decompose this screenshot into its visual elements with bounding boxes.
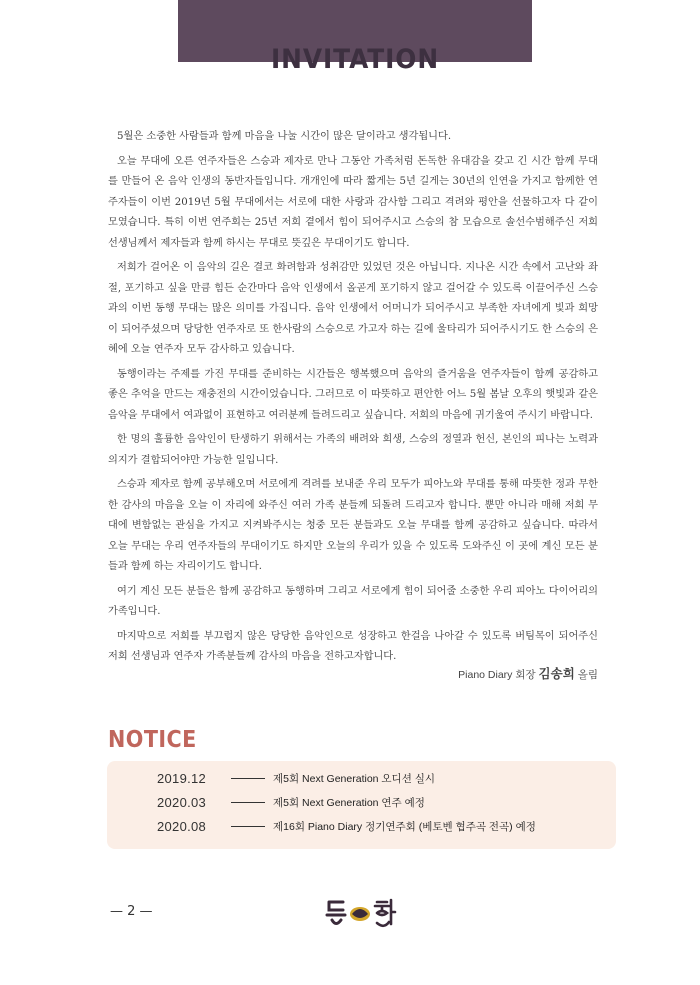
paragraph: 오늘 무대에 오른 연주자들은 스승과 제자로 만나 그동안 가족처럼 돈독한 유대감을 갖고 긴 시간 함께 무대를 만들어 온 음악 인생의 동반자들입니다. 개개인에 따라 짧게는 5년 길게는 30년의 인연을 가지고 함께한 연주자들이 이번 2019년 5월 무대에서는 서로에 대한 사랑과 감사함 그리고 격려와 평안을 선물하고자 다 같이 모였습니다. 특히 이번 연주회는 25년 저희 곁에서 힘이 되어주시고 스승의 참 모습으로 솔선수범해주신 저희 선생님께서 제자들과 함께 하시는 무대로 뜻깊은 무대이기도 합니다. — [108, 155, 598, 249]
paragraph: 5월은 소중한 사람들과 함께 마음을 나눌 시간이 많은 달이라고 생각됩니다. — [117, 131, 452, 142]
paragraph: 마지막으로 저희를 부끄럽지 않은 당당한 음악인으로 성장하고 한걸음 나아갈 수 있도록 버팀목이 되어주신 저희 선생님과 연주자 가족분들께 감사의 마음을 전하고자합니다. — [108, 630, 598, 662]
notice-item — [157, 768, 435, 788]
paragraph: 한 명의 훌륭한 음악인이 탄생하기 위해서는 가족의 배려와 희생, 스승의 정열과 헌신, 본인의 피나는 노력과 의지가 결합되어야만 가능한 일입니다. — [108, 434, 598, 466]
paragraph: 여기 계신 모든 분들은 함께 공감하고 동행하며 그리고 서로에게 힘이 되어줄 소중한 우리 피아노 다이어리의 가족입니다. — [108, 585, 598, 617]
invitation-body — [108, 127, 598, 672]
notice-text: 제5회 Next Generation 연주 예정 — [273, 796, 425, 809]
notice-item — [157, 816, 536, 836]
dash-divider — [231, 826, 265, 827]
notice-text: 제16회 Piano Diary 정기연주회 (베토벤 협주곡 전곡) 예정 — [273, 820, 536, 833]
signature-name: 김송희 — [538, 667, 575, 681]
page-title: INVITATION — [270, 44, 440, 75]
notice-date: 2020.03 — [157, 794, 207, 810]
paragraph: 저희가 걸어온 이 음악의 길은 결코 화려함과 성취감만 있었던 것은 아닙니다. 지나온 시간 속에서 고난와 좌절, 포기하고 싶을 만큼 힘든 순간마다 음악 인생에서 올곧게 포기하지 않고 걸어갈 수 있도록 이끌어주신 스승과의 이번 동행 무대는 많은 의미를 가집니다. 음악 인생에서 어머니가 되어주시고 부족한 자녀에게 빛과 희망이 되어주셨으며 당당한 연주자로 또 한사람의 스승으로 가고자 하는 길에 울타리가 되어주시기도 한 스승의 은혜에 오늘 연주자 모두 감사하고 있습니다. — [108, 262, 598, 355]
notice-date: 2020.08 — [157, 818, 207, 834]
notice-title: NOTICE — [108, 727, 197, 753]
notice-date: 2019.12 — [157, 770, 207, 786]
paragraph: 스승과 제자로 함께 공부해오며 서로에게 격려를 보내준 우리 모두가 피아노와 무대를 통해 따뜻한 정과 무한한 감사의 마음을 오늘 이 자리에 와주신 여러 가족 분들께 되돌려 드리고자 합니다. 뿐만 아니라 매해 저희 무대에 변함없는 관심을 가지고 지켜봐주시는 청중 모든 분들과도 오늘 무대를 함께 공감하고 싶습니다. 따라서 오늘 무대는 우리 연주자들의 무대이기도 하지만 오늘의 우리가 있을 수 있도록 도와주신 이 곳에 계신 모든 분들과 함께 하는 자리이기도 합니다. — [108, 479, 598, 572]
dash-divider — [231, 778, 265, 779]
paragraph: 동행이라는 주제를 가진 무대를 준비하는 시간들은 행복했으며 음악의 즐거움을 연주자들이 함께 공감하고 좋은 추억을 만드는 재충전의 시간이었습니다. 그러므로 이 따뜻하고 편안한 어느 5월 봄날 오후의 햇빛과 같은 음악을 무대에서 여과없이 표현하고 여러분께 들려드리고 싶습니다. 저희의 마음에 귀기울여 주시기 바랍니다. — [108, 368, 598, 421]
dash-divider — [231, 802, 265, 803]
notice-text: 제5회 Next Generation 오디션 실시 — [273, 772, 436, 785]
signature-prefix: Piano Diary 회장 — [458, 669, 539, 681]
signature — [458, 664, 598, 682]
signature-suffix: 올림 — [574, 669, 598, 681]
notice-item — [157, 792, 425, 812]
donghaeng-logo-icon — [325, 896, 397, 930]
page-number: — 2 — — [110, 904, 153, 919]
